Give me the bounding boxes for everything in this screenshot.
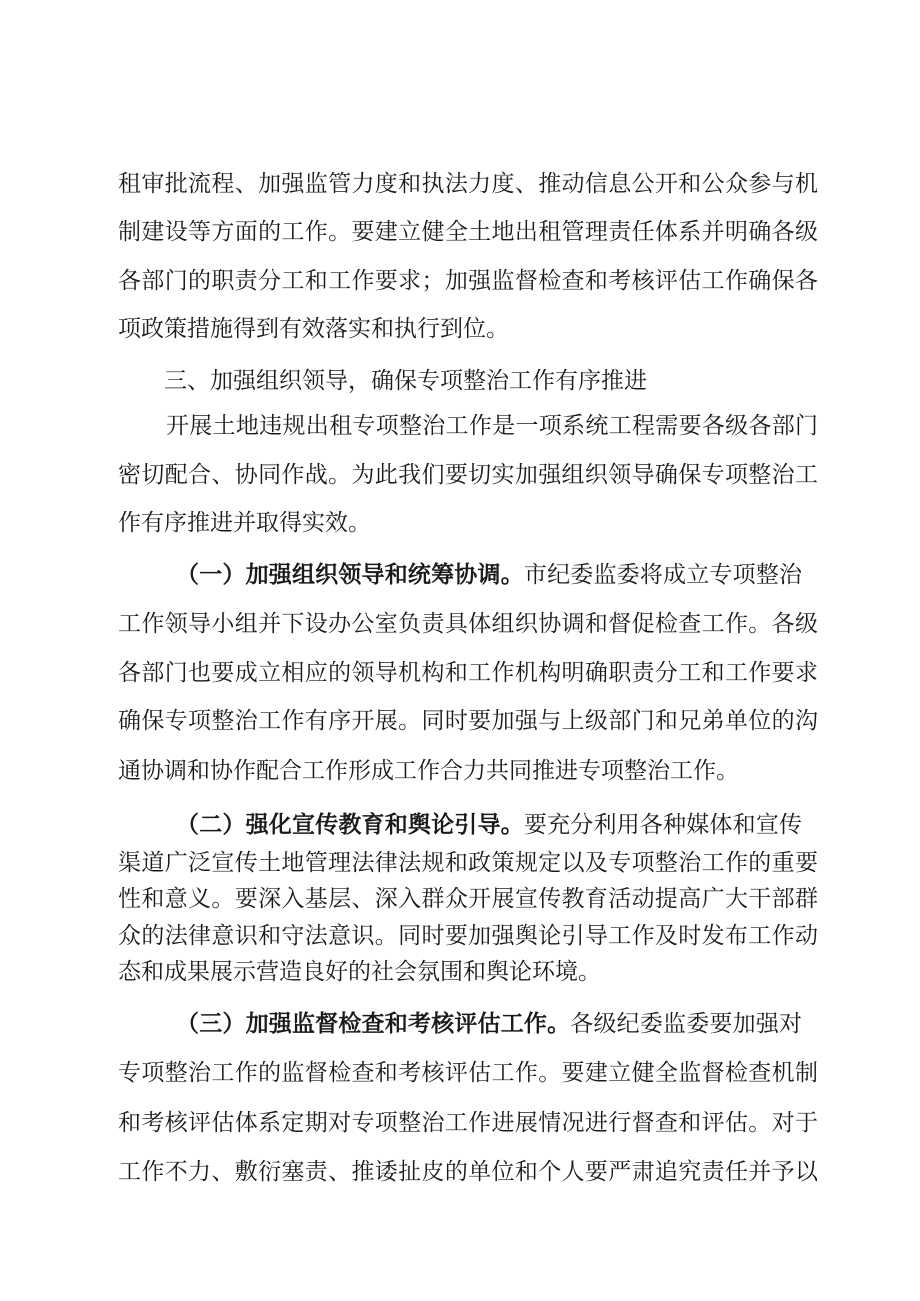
intro-line-4: 项政策措施得到有效落实和执行到位。 <box>118 316 509 342</box>
item-3-line-2: 专项整治工作的监督检查和考核评估工作。要建立健全监督检查机制 <box>118 1060 818 1086</box>
item-2-first-line-text: 要充分利用各种媒体和宣传 <box>523 812 802 838</box>
intro-line-2: 制建设等方面的工作。要建立健全土地出租管理责任体系并明确各级 <box>118 219 818 245</box>
item-1-first-line <box>176 560 802 590</box>
section-heading: 三、加强组织领导，确保专项整治工作有序推进 <box>164 368 647 394</box>
item-2-line-5: 态和成果展示营造良好的社会氛围和舆论环境。 <box>118 959 601 985</box>
intro-line-1: 租审批流程、加强监管力度和执法力度、推动信息公开和公众参与机 <box>118 171 818 197</box>
item-1-first-line-text: 市纪委监委将成立专项整治 <box>523 562 802 588</box>
item-1-line-3: 各部门也要成立相应的领导机构和工作机构明确职责分工和工作要求 <box>118 660 818 686</box>
item-3-title: （三）加强监督检查和考核评估工作。 <box>176 1010 571 1037</box>
item-2-line-3: 性和意义。要深入基层、深入群众开展宣传教育活动提高广大干部群 <box>118 886 818 912</box>
section-intro-line-2: 密切配合、协同作战。为此我们要切实加强组织领导确保专项整治工 <box>118 462 818 488</box>
intro-line-3: 各部门的职责分工和工作要求；加强监督检查和考核评估工作确保各 <box>118 268 818 294</box>
item-3-first-line-text: 各级纪委监委要加强对 <box>570 1011 802 1037</box>
item-2-first-line <box>176 810 802 840</box>
item-3-line-3: 和考核评估体系定期对专项整治工作进展情况进行督查和评估。对于 <box>118 1110 818 1136</box>
item-3-line-4: 工作不力、敷衍塞责、推诿扯皮的单位和个人要严肃追究责任并予以 <box>118 1159 818 1185</box>
item-1-line-2: 工作领导小组并下设办公室负责具体组织协调和督促检查工作。各级 <box>118 611 818 637</box>
section-intro-line-1: 开展土地违规出租专项整治工作是一项系统工程需要各级各部门 <box>166 413 818 439</box>
item-2-line-4: 众的法律意识和守法意识。同时要加强舆论引导工作及时发布工作动 <box>118 923 818 949</box>
item-1-line-5: 通协调和协作配合工作形成工作合力共同推进专项整治工作。 <box>118 758 739 784</box>
section-intro-line-3: 作有序推进并取得实效。 <box>118 510 371 536</box>
item-2-line-2: 渠道广泛宣传土地管理法律法规和政策规定以及专项整治工作的重要 <box>118 850 818 876</box>
item-2-title: （二）强化宣传教育和舆论引导。 <box>176 811 524 838</box>
item-1-title: （一）加强组织领导和统筹协调。 <box>176 561 524 588</box>
item-3-first-line <box>176 1009 802 1039</box>
item-1-line-4: 确保专项整治工作有序开展。同时要加强与上级部门和兄弟单位的沟 <box>118 708 818 734</box>
